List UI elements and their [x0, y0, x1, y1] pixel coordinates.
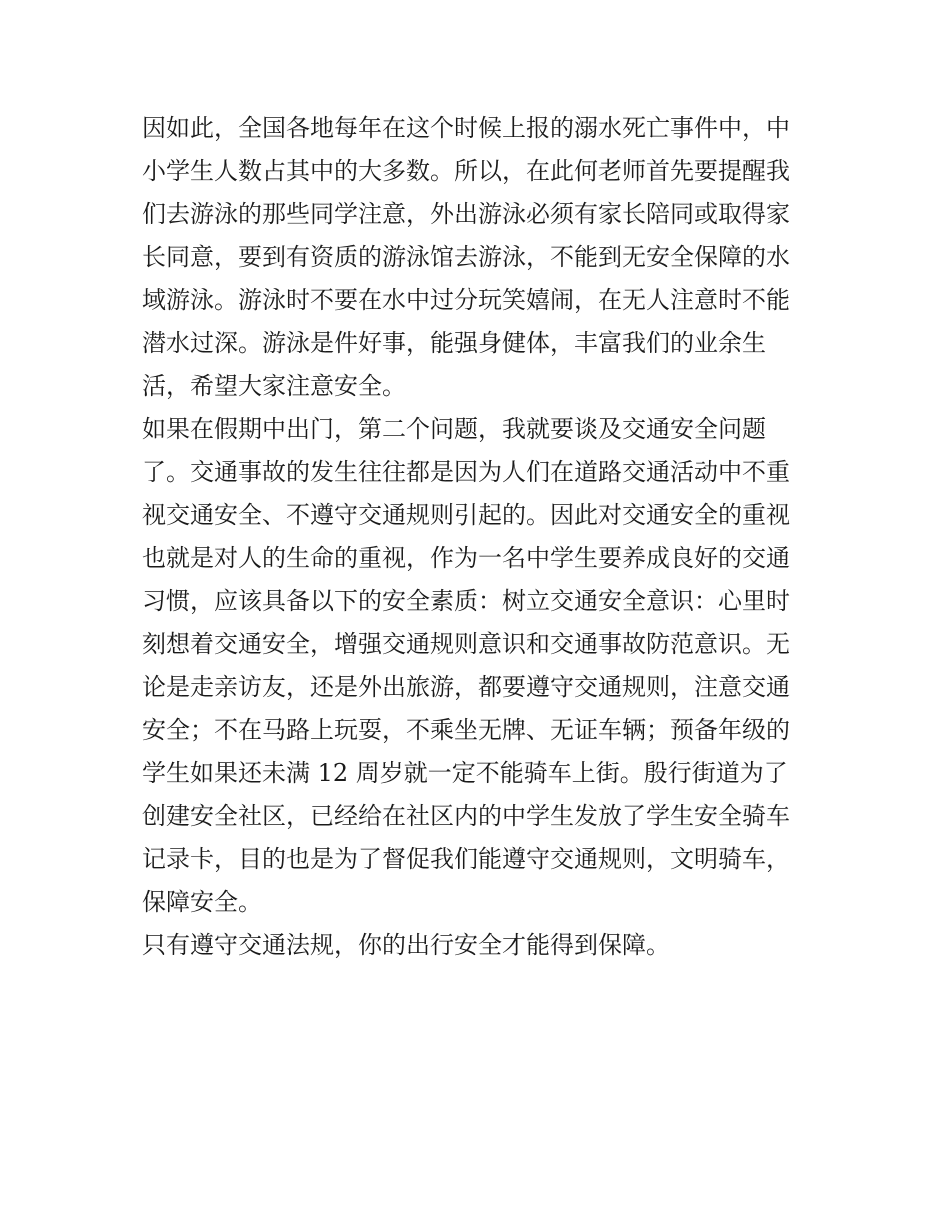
text-line: 学生如果还未满 12 周岁就一定不能骑车上街。殷行街道为了: [142, 759, 788, 787]
text-line: 视交通安全、不遵守交通规则引起的。因此对交通安全的重视: [142, 501, 790, 529]
document-body: [142, 107, 814, 967]
text-line: 小学生人数占其中的大多数。所以，在此何老师首先要提醒我: [142, 157, 790, 185]
text-line: 如果在假期中出门，第二个问题，我就要谈及交通安全问题: [142, 415, 766, 443]
text-line: 们去游泳的那些同学注意，外出游泳必须有家长陪同或取得家: [142, 200, 790, 228]
paragraph-traffic-safety: [142, 408, 814, 924]
text-line: 也就是对人的生命的重视，作为一名中学生要养成良好的交通: [142, 544, 790, 572]
text-line: 长同意，要到有资质的游泳馆去游泳，不能到无安全保障的水: [142, 243, 790, 271]
text-line: 刻想着交通安全，增强交通规则意识和交通事故防范意识。无: [142, 630, 790, 658]
text-line: 习惯，应该具备以下的安全素质：树立交通安全意识：心里时: [142, 587, 790, 615]
text-line: 保障安全。: [142, 888, 262, 916]
text-line: 活，希望大家注意安全。: [142, 372, 406, 400]
text-line: 域游泳。游泳时不要在水中过分玩笑嬉闹，在无人注意时不能: [142, 286, 790, 314]
paragraph-conclusion: [142, 924, 814, 967]
text-line: 因如此，全国各地每年在这个时候上报的溺水死亡事件中，中: [142, 114, 790, 142]
text-line: 潜水过深。游泳是件好事，能强身健体，丰富我们的业余生: [142, 329, 766, 357]
text-line: 安全；不在马路上玩耍，不乘坐无牌、无证车辆；预备年级的: [142, 716, 790, 744]
text-line: 只有遵守交通法规，你的出行安全才能得到保障。: [142, 931, 670, 959]
paragraph-swimming-safety: [142, 107, 814, 408]
text-line: 记录卡，目的也是为了督促我们能遵守交通规则，文明骑车，: [142, 845, 790, 873]
text-line: 论是走亲访友，还是外出旅游，都要遵守交通规则，注意交通: [142, 673, 790, 701]
text-line: 创建安全社区，已经给在社区内的中学生发放了学生安全骑车: [142, 802, 790, 830]
text-line: 了。交通事故的发生往往都是因为人们在道路交通活动中不重: [142, 458, 790, 486]
